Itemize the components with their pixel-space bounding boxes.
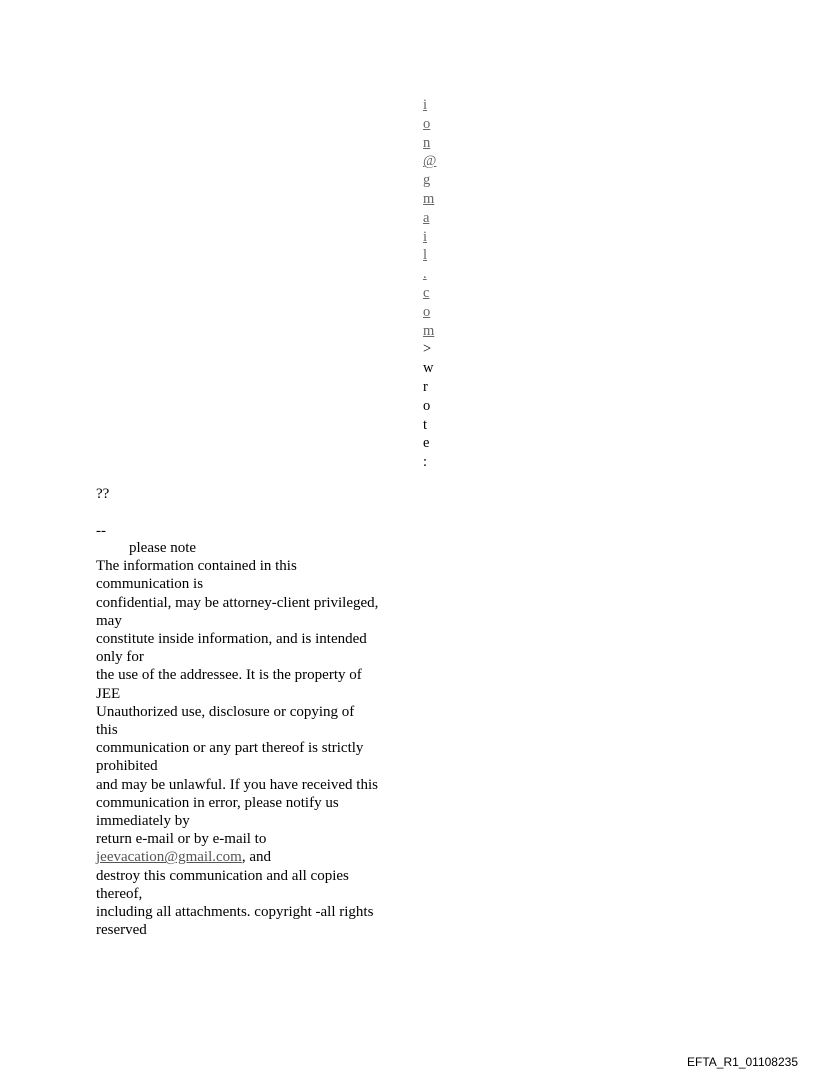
vertical-email-fragment bbox=[423, 96, 443, 472]
disclaimer-line: only for bbox=[96, 649, 144, 666]
document-id: EFTA_R1_01108235 bbox=[687, 1055, 798, 1069]
disclaimer-line: communication is bbox=[96, 576, 204, 593]
disclaimer-line: communication or any part thereof is strictly bbox=[96, 740, 364, 757]
email-link-char[interactable]: m bbox=[423, 190, 435, 207]
disclaimer-line: the use of the addressee. It is the property of bbox=[96, 667, 362, 684]
disclaimer-line: thereof, bbox=[96, 885, 143, 902]
email-link-char[interactable]: c bbox=[423, 284, 430, 301]
disclaimer-line: and may be unlawful. If you have received this bbox=[96, 776, 378, 793]
disclaimer-line: reserved bbox=[96, 922, 147, 939]
disclaimer-line: constitute inside information, and is intended bbox=[96, 631, 367, 648]
email-link-char[interactable]: . bbox=[423, 266, 427, 283]
email-link-char[interactable]: a bbox=[423, 209, 430, 226]
email-link-char[interactable]: i bbox=[423, 228, 428, 245]
question-marks: ?? bbox=[96, 486, 110, 502]
disclaimer-email-line bbox=[96, 848, 406, 866]
email-link-char[interactable]: @ bbox=[423, 153, 437, 170]
wrote-char: > bbox=[423, 341, 432, 358]
disclaimer-line: The information contained in this bbox=[96, 558, 297, 575]
disclaimer-heading: please note bbox=[129, 540, 197, 556]
email-link-char[interactable]: m bbox=[423, 322, 435, 339]
email-suffix: , and bbox=[241, 849, 272, 866]
wrote-char: r bbox=[423, 378, 428, 395]
disclaimer-line: immediately by bbox=[96, 813, 190, 830]
disclaimer-line: communication in error, please notify us bbox=[96, 794, 339, 811]
wrote-char: o bbox=[423, 397, 431, 414]
email-link-char[interactable]: n bbox=[423, 134, 431, 151]
email-link-char[interactable]: i bbox=[423, 97, 428, 113]
signature-separator: -- bbox=[96, 523, 106, 539]
disclaimer-line: may bbox=[96, 612, 122, 629]
email-link-char[interactable]: o bbox=[423, 115, 431, 132]
disclaimer-line: Unauthorized use, disclosure or copying of bbox=[96, 703, 355, 720]
disclaimer-line: including all attachments. copyright -all rights bbox=[96, 904, 374, 921]
wrote-char: w bbox=[423, 360, 434, 377]
email-link[interactable]: jeevacation@gmail.com bbox=[96, 849, 242, 866]
disclaimer-line: this bbox=[96, 722, 118, 739]
disclaimer-line: destroy this communication and all copies bbox=[96, 867, 349, 884]
wrote-char: e bbox=[423, 435, 430, 452]
disclaimer-line: prohibited bbox=[96, 758, 158, 775]
email-link-char[interactable]: g bbox=[423, 172, 431, 189]
wrote-char: : bbox=[423, 454, 428, 471]
email-link-char[interactable]: l bbox=[423, 247, 428, 264]
disclaimer-line: return e-mail or by e-mail to bbox=[96, 831, 267, 848]
disclaimer-line: confidential, may be attorney-client privileged, bbox=[96, 594, 379, 611]
confidentiality-disclaimer bbox=[96, 539, 406, 939]
email-link-char[interactable]: o bbox=[423, 303, 431, 320]
wrote-char: t bbox=[423, 416, 428, 433]
disclaimer-line: JEE bbox=[96, 685, 121, 702]
